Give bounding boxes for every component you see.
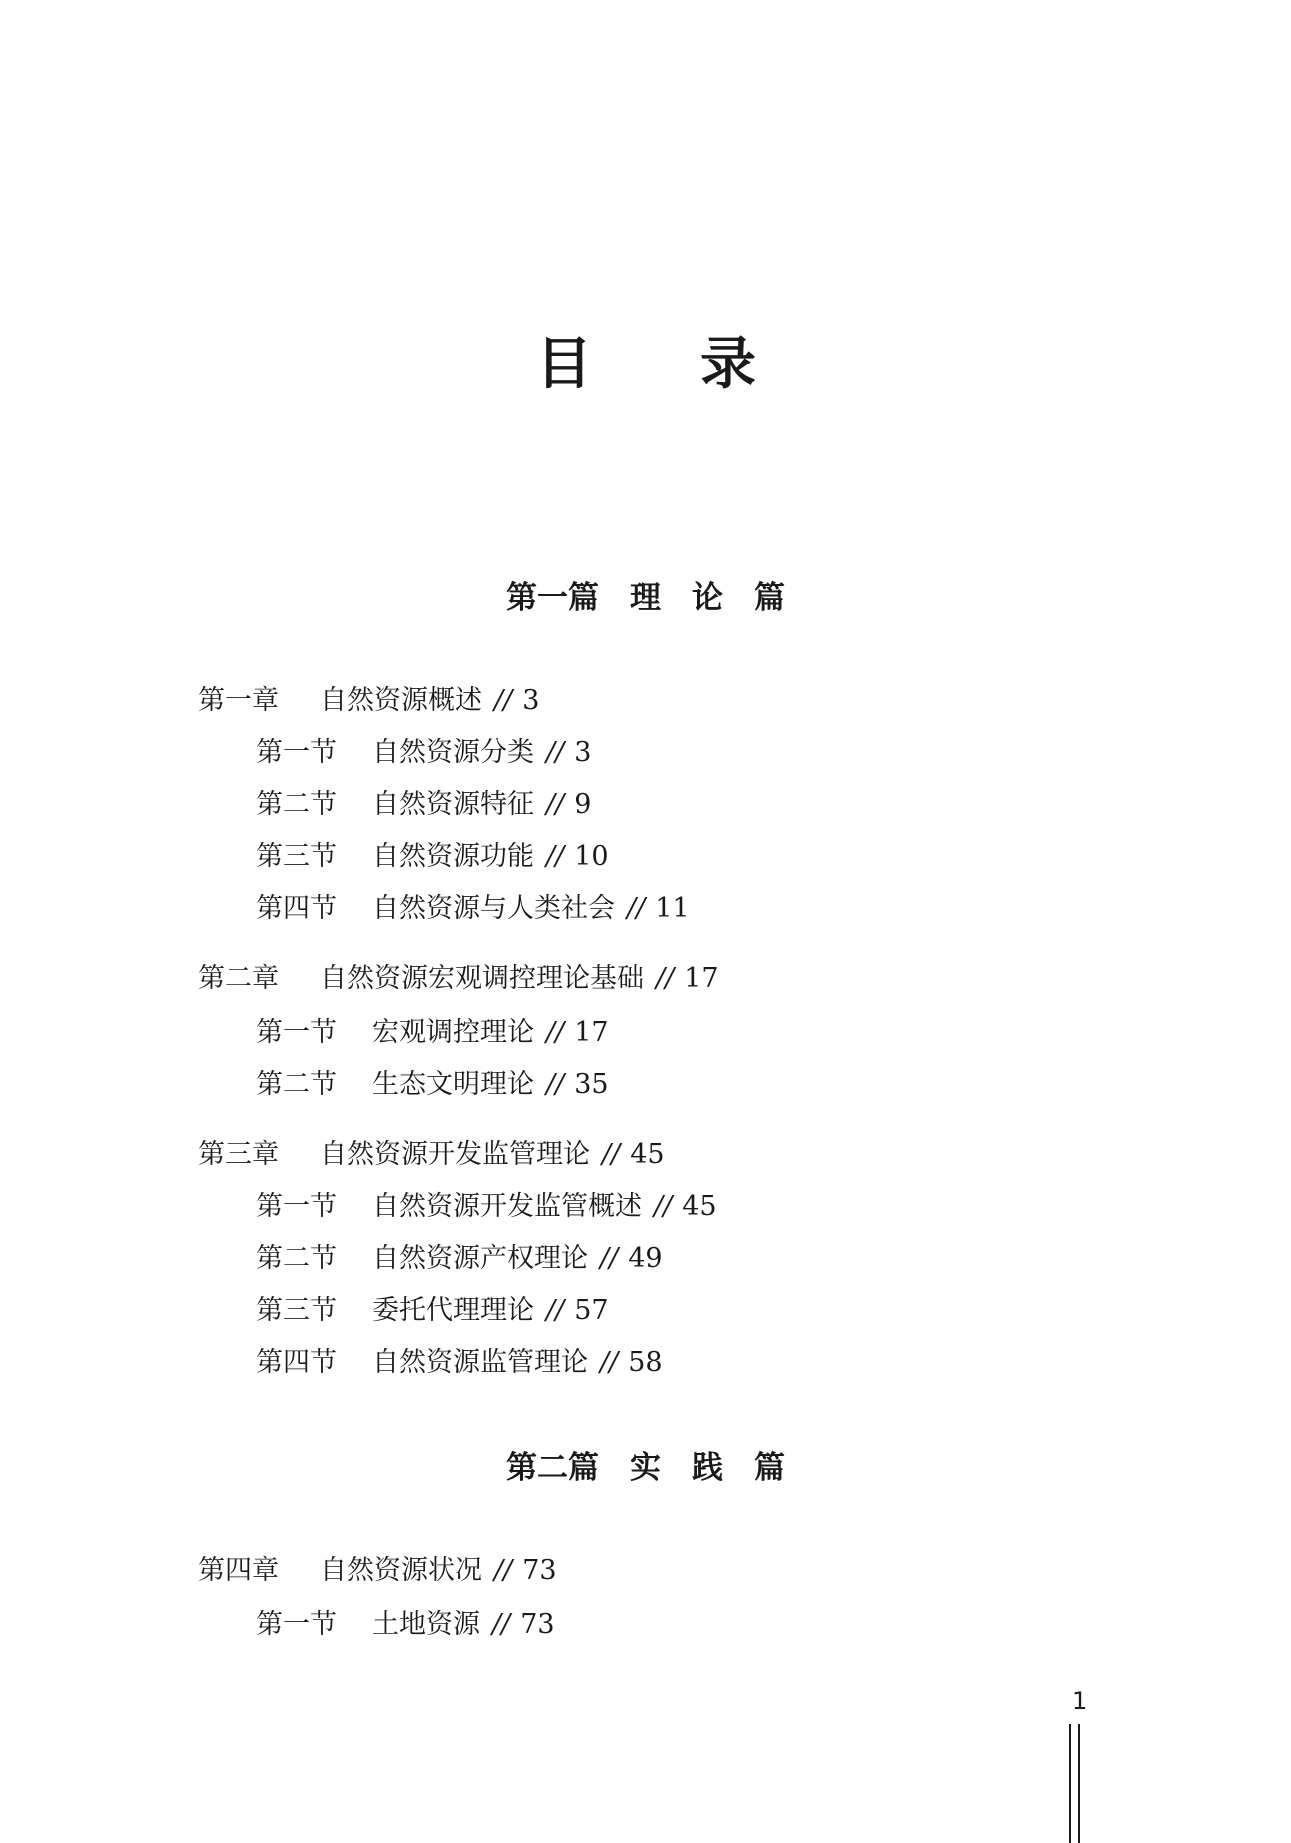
separator: // bbox=[546, 737, 565, 768]
section-title: 自然资源分类 bbox=[372, 737, 534, 768]
section-page: 35 bbox=[574, 1069, 609, 1100]
separator: // bbox=[656, 963, 675, 994]
section-title: 生态文明理论 bbox=[372, 1069, 534, 1100]
section-title: 自然资源特征 bbox=[372, 789, 534, 820]
chapter-number: 第三章 bbox=[198, 1139, 279, 1170]
section-page: 17 bbox=[574, 1017, 609, 1048]
toc-chapter-4[interactable] bbox=[198, 1553, 557, 1589]
section-number: 第四节 bbox=[256, 893, 337, 924]
title-char-2: 录 bbox=[700, 332, 756, 397]
separator: // bbox=[602, 1139, 621, 1170]
section-title: 宏观调控理论 bbox=[372, 1017, 534, 1048]
section-title: 自然资源产权理论 bbox=[372, 1243, 588, 1274]
toc-section-3-3[interactable] bbox=[256, 1293, 609, 1329]
section-title: 土地资源 bbox=[372, 1609, 480, 1640]
separator: // bbox=[600, 1347, 619, 1378]
section-number: 第二节 bbox=[256, 1243, 337, 1274]
part-heading-1: 第一篇 理 论 篇 bbox=[506, 580, 785, 616]
toc-section-1-1[interactable] bbox=[256, 735, 591, 771]
toc-section-2-1[interactable] bbox=[256, 1015, 609, 1051]
chapter-title: 自然资源开发监管理论 bbox=[320, 1139, 590, 1170]
separator: // bbox=[492, 1609, 511, 1640]
chapter-number: 第二章 bbox=[198, 963, 279, 994]
section-page: 11 bbox=[655, 893, 690, 924]
separator: // bbox=[546, 841, 565, 872]
page-number: 1 bbox=[1072, 1687, 1088, 1715]
section-page: 58 bbox=[628, 1347, 663, 1378]
section-number: 第一节 bbox=[256, 1609, 337, 1640]
section-title: 自然资源与人类社会 bbox=[372, 893, 615, 924]
section-number: 第一节 bbox=[256, 1017, 337, 1048]
section-title: 自然资源监管理论 bbox=[372, 1347, 588, 1378]
chapter-page: 3 bbox=[522, 685, 540, 716]
section-page: 45 bbox=[682, 1191, 717, 1222]
section-page: 73 bbox=[520, 1609, 555, 1640]
section-page: 9 bbox=[574, 789, 592, 820]
separator: // bbox=[654, 1191, 673, 1222]
toc-chapter-1[interactable] bbox=[198, 683, 539, 719]
part-heading-2: 第二篇 实 践 篇 bbox=[506, 1450, 785, 1486]
title-char-1: 目 bbox=[536, 332, 592, 397]
page-title bbox=[0, 330, 1291, 400]
toc-section-3-4[interactable] bbox=[256, 1345, 663, 1381]
toc-section-3-1[interactable] bbox=[256, 1189, 717, 1225]
chapter-page: 45 bbox=[630, 1139, 665, 1170]
toc-section-1-4[interactable] bbox=[256, 891, 690, 927]
section-number: 第二节 bbox=[256, 1069, 337, 1100]
section-number: 第四节 bbox=[256, 1347, 337, 1378]
separator: // bbox=[546, 1069, 565, 1100]
section-title: 自然资源开发监管概述 bbox=[372, 1191, 642, 1222]
toc-chapter-2[interactable] bbox=[198, 961, 719, 997]
chapter-number: 第四章 bbox=[198, 1555, 279, 1586]
section-number: 第二节 bbox=[256, 789, 337, 820]
chapter-title: 自然资源状况 bbox=[320, 1555, 482, 1586]
separator: // bbox=[494, 685, 513, 716]
chapter-page: 17 bbox=[684, 963, 719, 994]
section-number: 第三节 bbox=[256, 841, 337, 872]
section-number: 第一节 bbox=[256, 737, 337, 768]
chapter-number: 第一章 bbox=[198, 685, 279, 716]
chapter-page: 73 bbox=[522, 1555, 557, 1586]
separator: // bbox=[546, 1295, 565, 1326]
separator: // bbox=[546, 789, 565, 820]
chapter-title: 自然资源概述 bbox=[320, 685, 482, 716]
section-number: 第三节 bbox=[256, 1295, 337, 1326]
section-title: 自然资源功能 bbox=[372, 841, 534, 872]
section-title: 委托代理理论 bbox=[372, 1295, 534, 1326]
toc-section-2-2[interactable] bbox=[256, 1067, 609, 1103]
section-page: 10 bbox=[574, 841, 609, 872]
toc-section-3-2[interactable] bbox=[256, 1241, 663, 1277]
chapter-title: 自然资源宏观调控理论基础 bbox=[320, 963, 644, 994]
section-page: 3 bbox=[574, 737, 592, 768]
section-number: 第一节 bbox=[256, 1191, 337, 1222]
toc-section-4-1[interactable] bbox=[256, 1607, 555, 1643]
toc-section-1-3[interactable] bbox=[256, 839, 609, 875]
separator: // bbox=[494, 1555, 513, 1586]
margin-rule-right bbox=[1078, 1724, 1080, 1843]
separator: // bbox=[546, 1017, 565, 1048]
toc-section-1-2[interactable] bbox=[256, 787, 591, 823]
section-page: 57 bbox=[574, 1295, 609, 1326]
margin-rule-left bbox=[1069, 1724, 1071, 1843]
separator: // bbox=[627, 893, 646, 924]
section-page: 49 bbox=[628, 1243, 663, 1274]
separator: // bbox=[600, 1243, 619, 1274]
toc-chapter-3[interactable] bbox=[198, 1137, 665, 1173]
